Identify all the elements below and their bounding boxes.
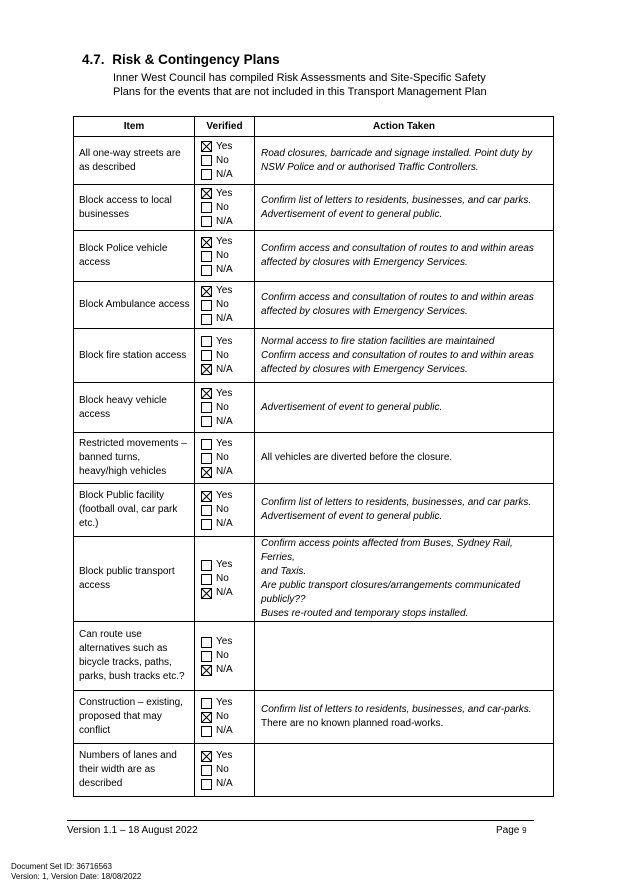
verified-option-na[interactable] [201,465,254,479]
item-line: Numbers of lanes and [79,750,177,761]
action-line: Advertisement of event to general public. [261,208,443,220]
item-line: Block Police vehicle [79,243,168,254]
table-row [74,622,554,691]
verified-option-na[interactable] [201,415,254,429]
table-row [74,282,554,329]
page-number: 9 [522,826,527,835]
checkbox-yes[interactable] [201,560,212,571]
checkbox-no[interactable] [201,251,212,262]
checkbox-label: No [216,573,229,584]
table-row [74,484,554,537]
checkbox-yes[interactable] [201,491,212,502]
checkbox-label: Yes [216,438,233,449]
action-line: Advertisement of event to general public. [261,401,443,413]
checkbox-na[interactable] [201,314,212,325]
verified-option-na[interactable] [201,663,254,677]
row-verified [195,137,255,185]
item-line: All one-way streets are [79,147,181,159]
footer-page [496,825,527,836]
verified-option-yes[interactable] [201,284,254,298]
row-action [255,137,554,185]
item-line: Restricted movements – [79,438,187,449]
row-verified [195,744,255,797]
checkbox-label: No [216,711,229,722]
item-line: (football oval, car park [79,504,178,515]
checkbox-na[interactable] [201,588,212,599]
checkbox-no[interactable] [201,574,212,585]
verified-option-yes[interactable] [201,489,254,503]
verified-option-no[interactable] [201,401,254,415]
checkbox-label: No [216,452,229,463]
verified-option-no[interactable] [201,249,254,263]
item-line: conflict [79,725,111,736]
row-item [74,484,195,537]
checkbox-yes[interactable] [201,637,212,648]
checkbox-yes[interactable] [201,141,212,152]
checkbox-label: Yes [216,387,233,399]
row-verified [195,282,255,329]
item-line: banned turns, [79,452,141,463]
verified-option-na[interactable] [201,363,254,377]
row-item [74,282,195,329]
checkbox-label: Yes [216,140,233,152]
action-line: publicly?? [261,594,306,605]
table-row [74,329,554,383]
table-row [74,137,554,185]
row-verified [195,433,255,484]
verified-option-no[interactable] [201,572,254,586]
checkbox-label: N/A [216,168,233,180]
action-line: Confirm access and consultation of routes to and within areas [261,292,534,303]
checkbox-na[interactable] [201,519,212,530]
row-action [255,231,554,282]
checkbox-no[interactable] [201,651,212,662]
checkbox-yes[interactable] [201,336,212,347]
checkbox-label: Yes [216,285,233,296]
item-line: proposed that may [79,711,162,722]
item-line: etc.) [79,518,99,529]
header-action: Action Taken [255,117,554,137]
action-line: affected by closures with Emergency Services. [261,306,468,317]
checkbox-label: No [216,401,229,413]
verified-option-na[interactable] [201,517,254,531]
document-metadata [11,862,141,882]
header-verified: Verified [195,117,255,137]
row-action [255,329,554,383]
verified-option-yes[interactable] [201,140,254,154]
row-action [255,185,554,231]
row-item [74,231,195,282]
table-row [74,231,554,282]
checkbox-label: Yes [216,490,233,501]
action-line: Confirm access and consultation of routes to and within areas [261,349,534,361]
verified-option-no[interactable] [201,451,254,465]
checkbox-label: No [216,504,229,515]
row-action [255,537,554,622]
checkbox-no[interactable] [201,402,212,413]
table-row [74,383,554,433]
action-line: Confirm list of letters to residents, businesses, and car parks. [261,194,532,206]
verified-option-yes[interactable] [201,335,254,349]
row-item [74,433,195,484]
checkbox-yes[interactable] [201,286,212,297]
item-line: Can route use [79,629,142,640]
checkbox-na[interactable] [201,665,212,676]
action-line: affected by closures with Emergency Services. [261,363,468,375]
item-line: parks, bush tracks etc.? [79,671,185,682]
checkbox-label: No [216,299,229,310]
action-line: Confirm list of letters to residents, businesses, and car-parks. [261,704,532,715]
table-body [74,137,554,797]
checkbox-label: Yes [216,335,233,347]
action-line: All vehicles are diverted before the closure. [261,452,453,463]
verified-option-no[interactable] [201,201,254,215]
action-line: Normal access to fire station facilities are maintained [261,335,495,347]
checkbox-no[interactable] [201,202,212,213]
action-line: Confirm list of letters to residents, businesses, and car parks. [261,497,532,508]
checkbox-label: No [216,201,229,213]
checkbox-label: N/A [216,313,233,324]
checkbox-label: N/A [216,587,233,598]
row-verified [195,691,255,744]
row-item [74,537,195,622]
item-line: access [79,580,111,591]
checkbox-na[interactable] [201,726,212,737]
item-line: as described [79,161,136,173]
checkbox-label: Yes [216,236,233,247]
row-item [74,383,195,433]
item-line: Block public transport [79,566,175,577]
checkbox-na[interactable] [201,779,212,790]
checkbox-yes[interactable] [201,439,212,450]
item-line: access [79,257,111,268]
section-number: 4.7. [82,52,105,67]
row-action [255,744,554,797]
intro-line: Plans for the events that are not included in this Transport Management Plan [113,86,487,98]
checkbox-yes[interactable] [201,751,212,762]
verified-option-no[interactable] [201,649,254,663]
checkbox-label: No [216,764,229,775]
action-line: and Taxis. [261,566,307,577]
section-heading [82,52,280,67]
checkbox-label: Yes [216,750,233,761]
row-action [255,691,554,744]
table-header-row [74,117,554,137]
row-verified [195,329,255,383]
item-line: Block Public facility [79,490,165,501]
verified-option-na[interactable] [201,263,254,277]
table-row [74,185,554,231]
row-action [255,433,554,484]
verified-option-no[interactable] [201,763,254,777]
row-item [74,185,195,231]
checkbox-no[interactable] [201,300,212,311]
row-item [74,691,195,744]
verified-option-na[interactable] [201,777,254,791]
checkbox-label: N/A [216,664,233,675]
document-version-date: Version: 1, Version Date: 18/08/2022 [11,872,142,881]
row-verified [195,537,255,622]
row-item [74,622,195,691]
action-line: Are public transport closures/arrangements communicated [261,580,521,591]
row-action [255,622,554,691]
verified-option-no[interactable] [201,710,254,724]
item-line: described [79,778,123,789]
checkbox-yes[interactable] [201,698,212,709]
item-line: Block fire station access [79,349,187,361]
checkbox-label: No [216,349,229,361]
action-line: There are no known planned road-works. [261,718,444,729]
row-action [255,383,554,433]
footer-divider [67,820,534,821]
section-intro [113,71,533,99]
checkbox-label: Yes [216,187,233,199]
item-line: access [79,408,111,420]
item-line: Block Ambulance access [79,299,190,310]
row-verified [195,185,255,231]
checkbox-no[interactable] [201,505,212,516]
item-line: businesses [79,208,130,220]
checkbox-yes[interactable] [201,188,212,199]
document-set-id: Document Set ID: 36716563 [11,862,112,871]
section-title: Risk & Contingency Plans [112,52,280,67]
checkbox-na[interactable] [201,364,212,375]
risk-contingency-table [73,116,554,797]
checkbox-label: Yes [216,559,233,570]
checkbox-label: No [216,650,229,661]
checkbox-no[interactable] [201,155,212,166]
verified-option-no[interactable] [201,298,254,312]
action-line: Confirm access and consultation of routes to and within areas [261,243,534,254]
checkbox-label: N/A [216,264,233,275]
row-action [255,282,554,329]
checkbox-no[interactable] [201,350,212,361]
verified-option-na[interactable] [201,215,254,229]
action-line: Advertisement of event to general public. [261,511,443,522]
table-row [74,744,554,797]
verified-option-yes[interactable] [201,696,254,710]
checkbox-na[interactable] [201,416,212,427]
checkbox-label: N/A [216,415,233,427]
checkbox-yes[interactable] [201,388,212,399]
page-label: Page [496,825,520,836]
row-verified [195,484,255,537]
checkbox-na[interactable] [201,169,212,180]
verified-option-yes[interactable] [201,187,254,201]
checkbox-label: N/A [216,725,233,736]
row-item [74,744,195,797]
checkbox-label: No [216,250,229,261]
item-line: alternatives such as [79,643,168,654]
verified-option-no[interactable] [201,503,254,517]
action-line: Road closures, barricade and signage installed. Point duty by [261,147,533,159]
row-verified [195,231,255,282]
checkbox-na[interactable] [201,265,212,276]
checkbox-yes[interactable] [201,237,212,248]
checkbox-label: N/A [216,778,233,789]
checkbox-label: N/A [216,215,233,227]
table-row [74,537,554,622]
intro-line: Inner West Council has compiled Risk Assessments and Site-Specific Safety [113,72,486,84]
checkbox-label: Yes [216,697,233,708]
verified-option-na[interactable] [201,586,254,600]
item-line: Block heavy vehicle [79,394,167,406]
verified-option-yes[interactable] [201,387,254,401]
row-item [74,137,195,185]
action-line: Buses re-routed and temporary stops installed. [261,608,469,619]
checkbox-no[interactable] [201,765,212,776]
item-line: bicycle tracks, paths, [79,657,172,668]
table-row [74,691,554,744]
table-row [74,433,554,484]
checkbox-label: N/A [216,363,233,375]
verified-option-yes[interactable] [201,635,254,649]
item-line: Construction – existing, [79,697,183,708]
verified-option-no[interactable] [201,349,254,363]
checkbox-label: No [216,154,229,166]
verified-option-yes[interactable] [201,437,254,451]
item-line: Block access to local [79,194,172,206]
action-line: Confirm access points affected from Buses, Sydney Rail, Ferries, [261,538,513,563]
action-line: affected by closures with Emergency Services. [261,257,468,268]
checkbox-no[interactable] [201,453,212,464]
row-verified [195,622,255,691]
row-verified [195,383,255,433]
verified-option-yes[interactable] [201,749,254,763]
action-line: NSW Police and or authorised Traffic Controllers. [261,161,479,173]
verified-option-na[interactable] [201,312,254,326]
verified-option-na[interactable] [201,724,254,738]
checkbox-na[interactable] [201,216,212,227]
row-item [74,329,195,383]
verified-option-na[interactable] [201,168,254,182]
footer-version: Version 1.1 – 18 August 2022 [67,825,198,836]
checkbox-na[interactable] [201,467,212,478]
item-line: heavy/high vehicles [79,466,167,477]
verified-option-yes[interactable] [201,558,254,572]
verified-option-yes[interactable] [201,235,254,249]
row-action [255,484,554,537]
checkbox-label: N/A [216,466,233,477]
checkbox-no[interactable] [201,712,212,723]
checkbox-label: Yes [216,636,233,647]
checkbox-label: N/A [216,518,233,529]
header-item: Item [74,117,195,137]
item-line: their width are as [79,764,156,775]
verified-option-no[interactable] [201,154,254,168]
